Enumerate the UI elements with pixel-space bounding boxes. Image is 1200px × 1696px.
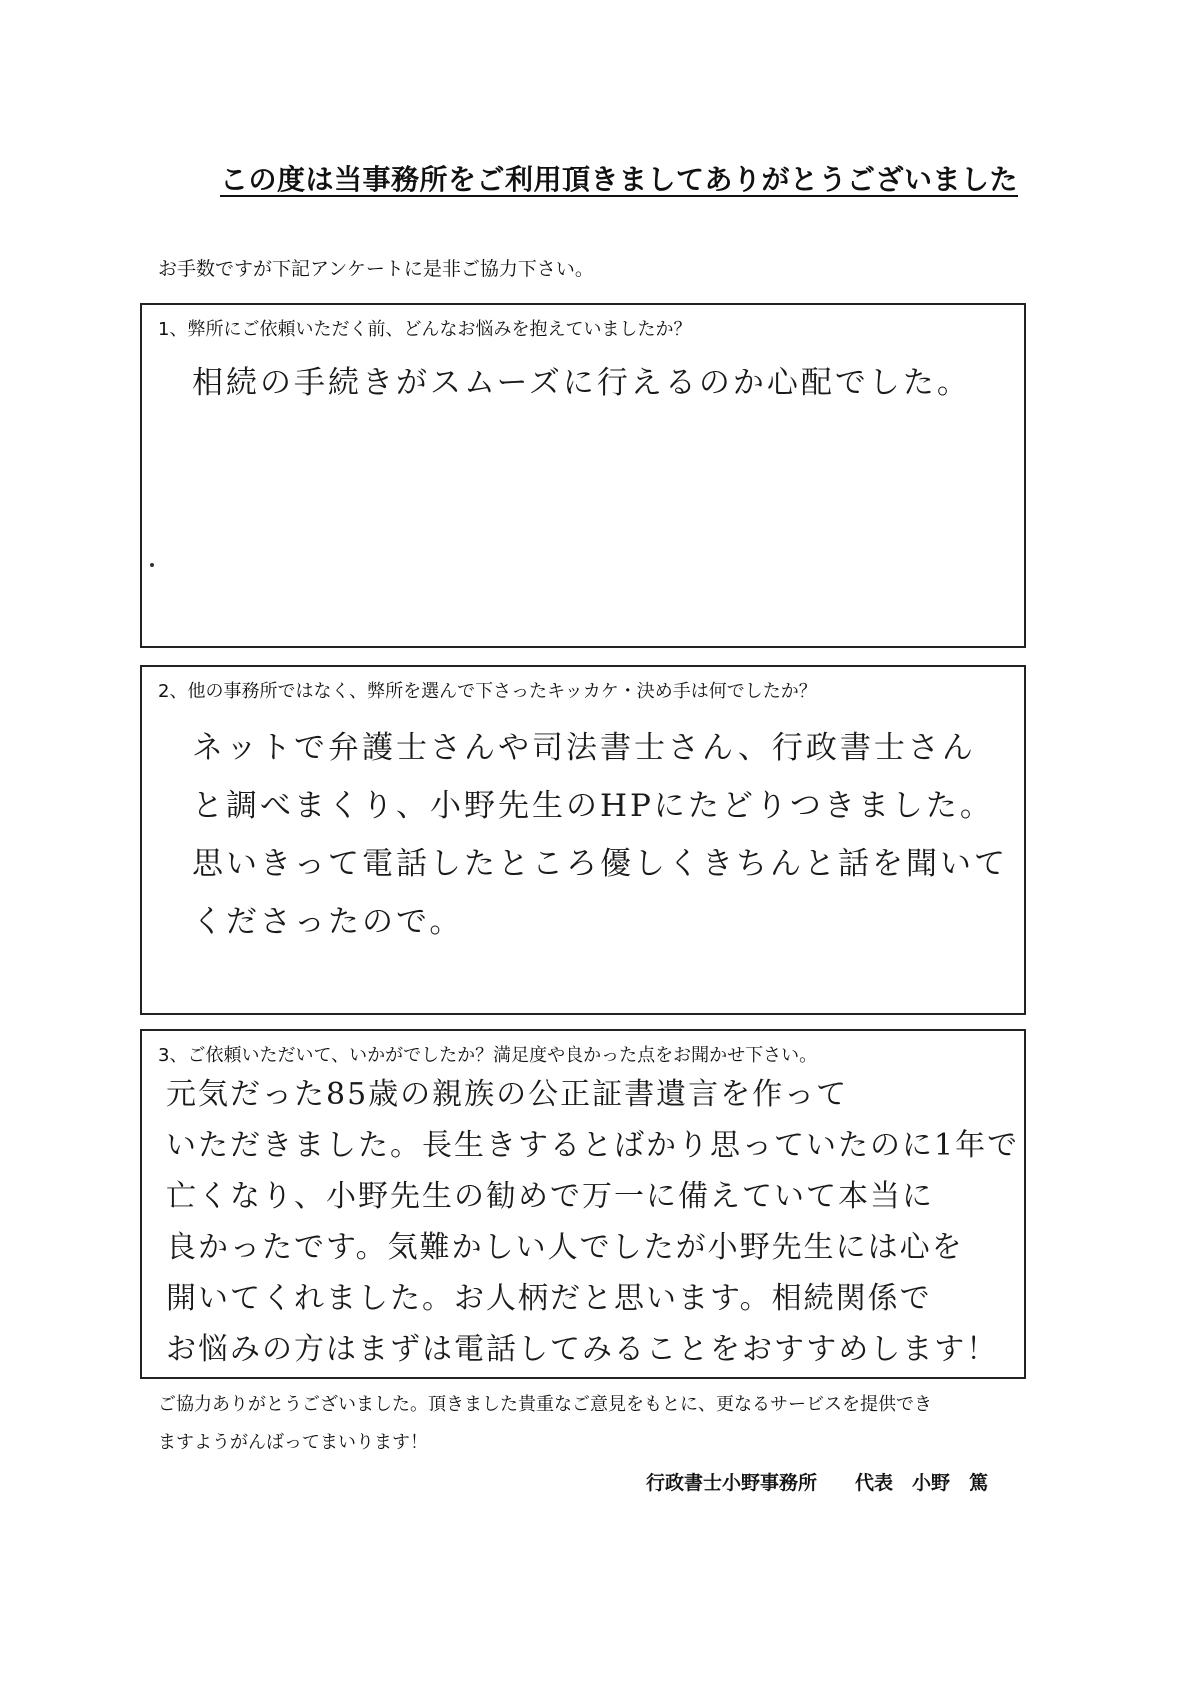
answer-1-handwritten: [192, 353, 1004, 413]
page-title: この度は当事務所をご利用頂きましてありがとうございました: [220, 163, 1019, 196]
answer-line: 元気だった85歳の親族の公正証書遺言を作って: [166, 1077, 849, 1112]
closing-line: ますようがんばってまいります！: [158, 1432, 428, 1453]
question-box-2: [140, 665, 1026, 1015]
answer-line: 良かったです。気難かしい人でしたが小野先生には心を: [166, 1230, 964, 1265]
question-box-1: [140, 303, 1026, 648]
closing-line: ご協力ありがとうございました。頂きました貴重なご意見をもとに、更なるサービスを提供でき: [158, 1394, 932, 1415]
answer-2-handwritten: [192, 719, 1008, 951]
answer-line: 亡くなり、小野先生の勧めで万一に備えていて本当に: [166, 1179, 934, 1214]
question-2-text: 2、他の事務所ではなく、弊所を選んで下さったキッカケ・決め手は何でしたか？: [158, 681, 817, 702]
question-box-3: [140, 1029, 1026, 1379]
answer-3-handwritten: [166, 1069, 1020, 1375]
answer-line: 相続の手続きがスムーズに行えるのか心配でした。: [192, 365, 971, 401]
closing-message: [158, 1386, 1038, 1462]
question-3-text: 3、ご依頼いただいて、いかがでしたか？満足度や良かった点をお聞かせ下さい。: [158, 1045, 818, 1066]
answer-line: ネットで弁護士さんや司法書士さん、行政書士さん: [192, 730, 976, 766]
answer-line: いただきました。長生きするとばかり思っていたのに1年で: [166, 1128, 1020, 1163]
answer-line: お悩みの方はまずは電話してみることをおすすめします！: [166, 1332, 999, 1367]
office-signature: 行政書士小野事務所 代表 小野 篤: [646, 1472, 989, 1494]
question-1-text: 1、弊所にご依頼いただく前、どんなお悩みを抱えていましたか？: [158, 319, 692, 340]
answer-line: 開いてくれました。お人柄だと思います。相続関係で: [166, 1281, 932, 1316]
survey-intro: お手数ですが下記アンケートに是非ご協力下さい。: [158, 258, 594, 280]
answer-line: と調べまくり、小野先生のHPにたどりつきました。: [192, 788, 994, 824]
answer-line: くださったので。: [192, 904, 464, 940]
answer-line: 思いきって電話したところ優しくきちんと話を聞いて: [192, 846, 1008, 882]
stray-ink-dot: [150, 563, 154, 567]
